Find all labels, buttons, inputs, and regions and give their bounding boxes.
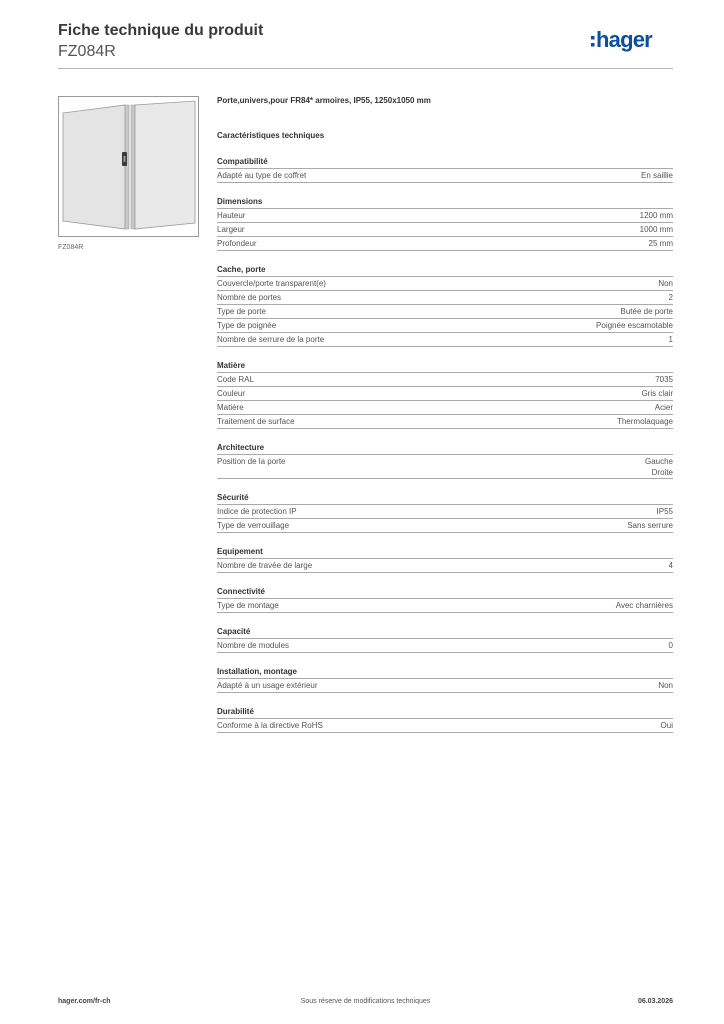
spec-label: Type de montage — [217, 601, 279, 610]
spec-section — [217, 196, 673, 251]
spec-label: Nombre de modules — [217, 641, 290, 650]
spec-section — [217, 156, 673, 183]
spec-value — [645, 456, 673, 478]
spec-row — [217, 505, 673, 519]
spec-value — [655, 402, 673, 413]
spec-value-line: 1200 mm — [639, 211, 673, 220]
spec-content — [217, 96, 673, 733]
spec-value-line: Poignée escamotable — [596, 321, 673, 330]
spec-row — [217, 719, 673, 733]
section-title: Connectivité — [217, 586, 673, 599]
section-title: Equipement — [217, 546, 673, 559]
spec-row — [217, 319, 673, 333]
spec-row — [217, 679, 673, 693]
spec-value — [669, 640, 673, 651]
product-reference: FZ084R — [58, 43, 116, 60]
section-title: Compatibilité — [217, 156, 673, 169]
spec-section — [217, 666, 673, 693]
spec-value-line: 4 — [668, 561, 673, 570]
spec-row — [217, 639, 673, 653]
spec-row — [217, 415, 673, 429]
spec-row — [217, 599, 673, 613]
brand-logo-text: hager — [596, 27, 652, 52]
section-title: Dimensions — [217, 196, 673, 209]
spec-value — [640, 224, 673, 235]
spec-value-line: Sans serrure — [627, 521, 673, 530]
spec-value-line: Gauche — [644, 457, 673, 466]
spec-label: Nombre de travée de large — [217, 561, 313, 570]
spec-row — [217, 305, 673, 319]
spec-value — [669, 292, 673, 303]
spec-row — [217, 169, 673, 183]
spec-row — [217, 333, 673, 347]
spec-value-line: Oui — [660, 721, 673, 730]
footer-notice: Sous réserve de modifications techniques — [300, 998, 431, 1005]
section-title: Cache, porte — [217, 264, 673, 277]
spec-value-line: Gris clair — [641, 389, 673, 398]
section-title: Matière — [217, 360, 673, 373]
spec-section — [217, 360, 673, 429]
spec-value-line: Non — [658, 681, 673, 690]
spec-label: Nombre de serrure de la porte — [217, 335, 325, 344]
spec-row — [217, 223, 673, 237]
spec-row — [217, 237, 673, 251]
spec-value-line: 25 mm — [648, 239, 673, 248]
tech-characteristics-heading: Caractéristiques techniques — [217, 131, 325, 140]
product-image — [58, 96, 199, 237]
spec-section — [217, 586, 673, 613]
spec-label: Type de porte — [217, 307, 266, 316]
spec-section — [217, 264, 673, 347]
spec-value-line: Avec charnières — [615, 601, 673, 610]
spec-row — [217, 559, 673, 573]
spec-row — [217, 277, 673, 291]
spec-value — [617, 416, 673, 427]
header-divider — [58, 68, 673, 69]
spec-section — [217, 492, 673, 533]
spec-value — [657, 506, 673, 517]
spec-label: Couleur — [217, 389, 246, 398]
spec-row — [217, 291, 673, 305]
spec-row — [217, 387, 673, 401]
section-title: Architecture — [217, 442, 673, 455]
spec-value — [640, 210, 673, 221]
spec-label: Couvercle/porte transparent(e) — [217, 279, 326, 288]
spec-label: Adapté au type de coffret — [217, 171, 307, 180]
spec-value — [658, 680, 673, 691]
spec-value — [596, 320, 673, 331]
spec-value — [621, 306, 673, 317]
spec-label: Nombre de portes — [217, 293, 282, 302]
spec-value — [627, 520, 673, 531]
spec-value — [616, 600, 673, 611]
spec-value-line: 0 — [668, 641, 673, 650]
section-title: Durabilité — [217, 706, 673, 719]
spec-label: Conforme à la directive RoHS — [217, 721, 323, 730]
spec-row — [217, 455, 673, 479]
section-title: Installation, montage — [217, 666, 673, 679]
spec-label: Type de verrouillage — [217, 521, 290, 530]
spec-label: Adapté à un usage extérieur — [217, 681, 318, 690]
spec-value-line: 7035 — [655, 375, 673, 384]
spec-label: Profondeur — [217, 239, 257, 248]
spec-value — [669, 560, 673, 571]
spec-label: Matière — [217, 403, 244, 412]
footer-date: 06.03.2026 — [637, 998, 673, 1005]
spec-value — [658, 278, 673, 289]
spec-section — [217, 626, 673, 653]
spec-section — [217, 442, 673, 479]
spec-value-line: 1 — [668, 335, 673, 344]
cabinet-doors-illustration — [59, 97, 198, 236]
spec-label: Hauteur — [217, 211, 246, 220]
spec-section — [217, 546, 673, 573]
spec-value-line: En saillie — [640, 171, 673, 180]
spec-row — [217, 401, 673, 415]
spec-row — [217, 373, 673, 387]
spec-label: Position de la porte — [217, 457, 286, 466]
section-title: Sécurité — [217, 492, 673, 505]
spec-row — [217, 209, 673, 223]
hager-logo — [591, 27, 673, 53]
spec-label: Type de poignée — [217, 321, 277, 330]
spec-value — [641, 388, 673, 399]
spec-row — [217, 519, 673, 533]
spec-label: Code RAL — [217, 375, 254, 384]
footer-website: hager.com/fr-ch — [58, 998, 111, 1005]
spec-value-line: Thermolaquage — [616, 417, 673, 426]
spec-label: Largeur — [217, 225, 245, 234]
spec-value-line: Acier — [654, 403, 673, 412]
spec-value-line: IP55 — [656, 507, 673, 516]
spec-value-line: Non — [658, 279, 673, 288]
spec-value — [655, 374, 673, 385]
product-description: Porte,univers,pour FR84* armoires, IP55, 1250x1050 mm — [217, 96, 431, 105]
page-title: Fiche technique du produit — [58, 22, 264, 39]
spec-value — [669, 334, 673, 345]
spec-label: Traitement de surface — [217, 417, 295, 426]
spec-section — [217, 706, 673, 733]
image-caption: FZ084R — [58, 244, 84, 251]
page-header — [58, 20, 673, 62]
spec-value-line: Droite — [651, 468, 673, 477]
spec-value-line: 1000 mm — [639, 225, 673, 234]
spec-label: Indice de protection IP — [217, 507, 297, 516]
spec-value — [661, 720, 673, 731]
spec-sections — [217, 156, 673, 733]
spec-value — [649, 238, 673, 249]
section-title: Capacité — [217, 626, 673, 639]
spec-value-line: Butée de porte — [620, 307, 673, 316]
spec-value-line: 2 — [668, 293, 673, 302]
spec-value — [641, 170, 673, 181]
